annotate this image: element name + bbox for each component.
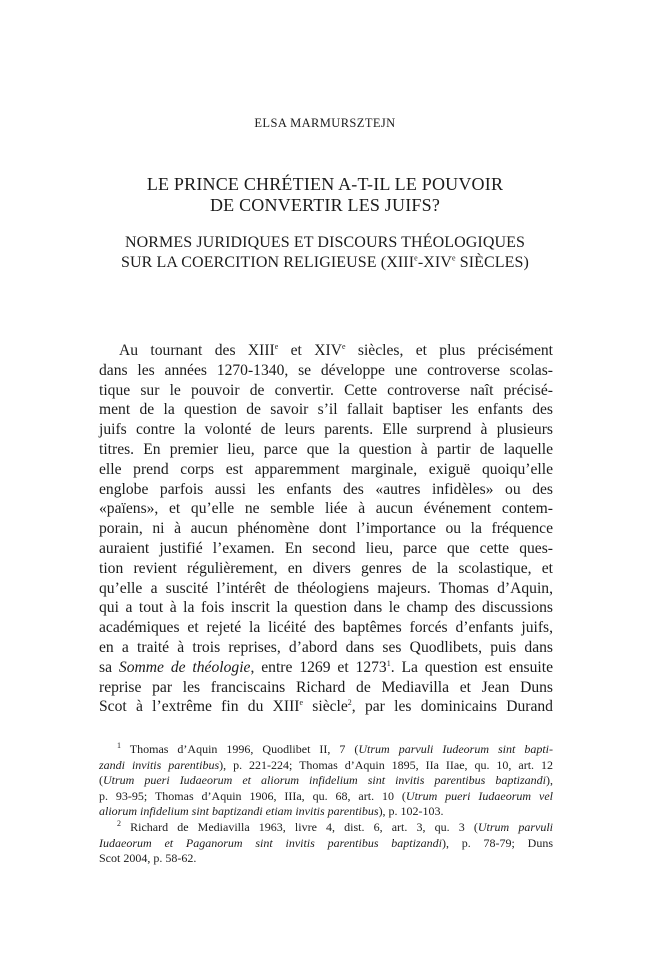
footnotes: [99, 742, 553, 867]
footnote-1-line: $^1$ Thomas d’Aquin 1996, Quodlibet II, 7 (Utrum parvuli Iudeorum sint bapti-: [117, 741, 554, 756]
footnote-ref: 1: [386, 658, 391, 668]
body-line: juifs contre la volonté de leurs parents. Elle surprend à plusieurs: [99, 421, 553, 439]
footnote-ref: 2: [347, 698, 352, 708]
body-line: sa Somme de théologie, entre 1269 et 1273$^1$. La question est ensuite: [99, 658, 553, 676]
footnote-2-line: $^2$ Richard de Mediavilla 1963, livre 4, dist. 6, art. 3, qu. 3 (Utrum parvuli: [117, 818, 553, 834]
footnote-1-line: aliorum infidelium sint baptizandi etiam invitis parentibus), p. 102-103.: [99, 804, 444, 819]
body-line: qui a tout à la fois inscrit la question dans le champ des discussions: [99, 599, 553, 617]
body-line: Au tournant des XIIIe et XIVe siècles, et plus précisément: [119, 341, 553, 359]
body-line: dans les années 1270-1340, se développe une controverse scolas-: [99, 361, 553, 379]
chapter-title: [100, 174, 550, 216]
body-line: qu’elle a suscité l’intérêt de théologiens majeurs. Thomas d’Aquin,: [99, 579, 553, 597]
body-line: englobe parfois aussi les enfants des «autres infidèles» ou des: [99, 480, 553, 498]
body-line: en a traité à trois reprises, d’abord dans ses Quodlibets, puis dans: [99, 638, 553, 656]
chapter-subtitle: [90, 233, 560, 273]
body-line: Scot à l’extrême fin du XIIIe siècle$^2$, par les dominicains Durand: [99, 698, 553, 716]
body-line: «païens», et qu’elle ne semble liée à aucun événement contem-: [99, 500, 553, 518]
body-paragraph: [99, 341, 553, 717]
title-line: LE PRINCE CHRÉTIEN A-T-IL LE POUVOIR: [146, 174, 504, 194]
subtitle-line: SUR LA COERCITION RELIGIEUSE (XIIIe-XIVe SIÈCLES): [121, 253, 529, 271]
body-line: elle prend corps est apparemment marginale, exiguë quoiqu’elle: [99, 460, 553, 478]
subtitle-line: NORMES JURIDIQUES ET DISCOURS THÉOLOGIQUES: [124, 234, 526, 251]
footnote-1-line: p. 93-95; Thomas d’Aquin 1906, IIIa, qu. 68, art. 10 (Utrum pueri Iudaeorum vel: [99, 788, 553, 803]
body-line: ment de la question de savoir s’il fallait baptiser les enfants des: [99, 401, 553, 419]
footnote-1-line: (Utrum pueri Iudaeorum et aliorum infidelium sint invitis parentibus baptizandi),: [99, 773, 553, 788]
body-line: tion revient régulièrement, en divers genres de la scolastique, et: [99, 559, 553, 577]
footnote-mark: 1: [117, 741, 121, 750]
footnote-2-line: Scot 2004, p. 58-62.: [99, 851, 197, 866]
body-line: reprise par les franciscains Richard de Mediavilla et Jean Duns: [99, 678, 553, 696]
body-line: titres. En premier lieu, parce que la question à partir de laquelle: [99, 440, 553, 458]
book-title-italic: Somme de théologie: [118, 658, 251, 676]
author-name: ELSA MARMURSZTEJN: [254, 116, 396, 130]
body-line: académiques et rejeté la licéité des baptêmes forcés d’enfants juifs,: [99, 619, 553, 637]
footnote-2-line: Iudaeorum et Paganorum sint invitis parentibus baptizandi), p. 78-79; Duns: [99, 835, 554, 850]
footnote-mark: 2: [117, 818, 121, 828]
body-line: tique sur le pouvoir de convertir. Cette controverse naît précisé-: [99, 381, 553, 399]
body-line: auraient justifié l’examen. En second lieu, parce que cette ques-: [99, 539, 553, 557]
footnote-1-line: zandi invitis parentibus), p. 221-224; Thomas d’Aquin 1895, IIa IIae, qu. 10, art. 12: [99, 757, 553, 772]
title-line: DE CONVERTIR LES JUIFS?: [209, 195, 441, 215]
body-line: porain, ni à aucun phénomène dont l’importance ou la fréquence: [99, 520, 553, 538]
